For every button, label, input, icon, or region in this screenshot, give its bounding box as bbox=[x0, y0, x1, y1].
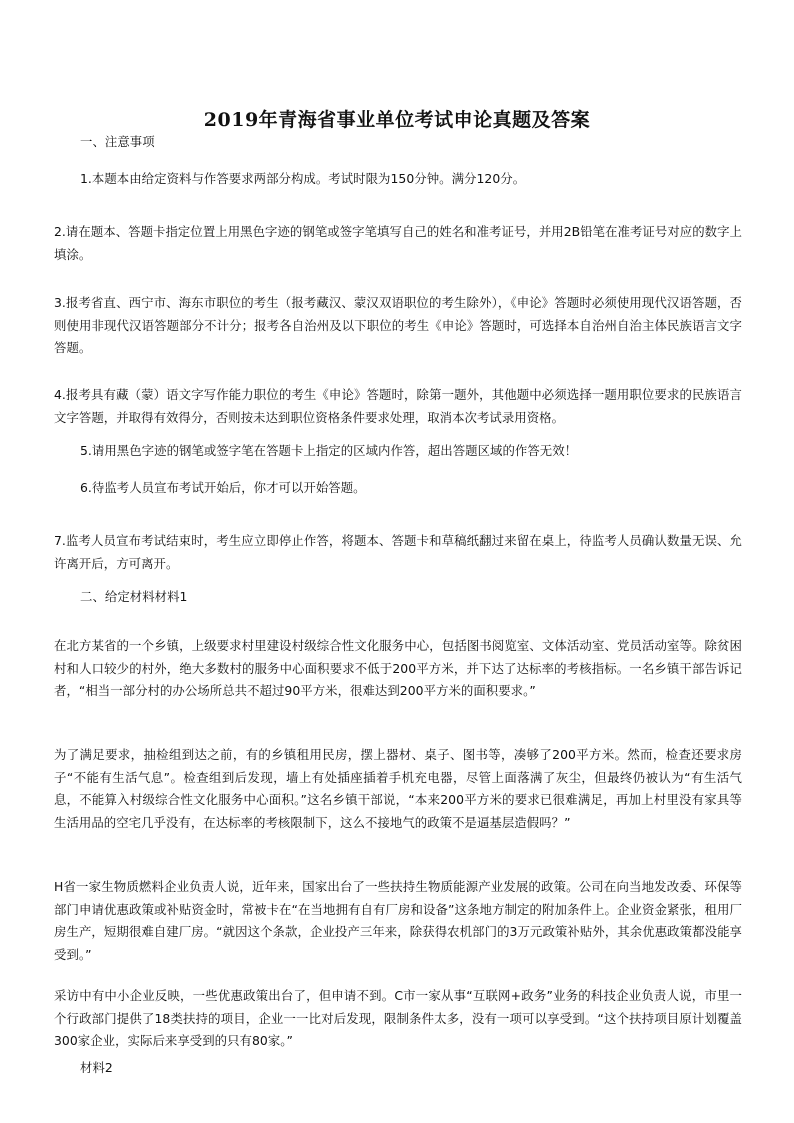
section-heading-notes: 一、注意事项 bbox=[80, 134, 155, 149]
document-title: 2019年青海省事业单位考试申论真题及答案 bbox=[203, 109, 591, 131]
paragraph: 4.报考具有藏（蒙）语文字写作能力职位的考生《申论》答题时，除第一题外，其他题中必须选择一题用职位要求的民族语言文字答题，并取得有效得分，否则按未达到职位资格条件要求处理，取消本次考试录用资格。 bbox=[54, 387, 742, 425]
paragraph: 在北方某省的一个乡镇，上级要求村里建设村级综合性文化服务中心，包括图书阅览室、文体活动室、党员活动室等。除贫困村和人口较少的村外，绝大多数村的服务中心面积要求不低于200平方米，并下达了达标率的考核指标。一名乡镇干部告诉记者，“相当一部分村的办公场所总共不超过90平方米，很难达到200平方米的面积要求。” bbox=[54, 638, 742, 698]
paragraph: 3.报考省直、西宁市、海东市职位的考生（报考藏汉、蒙汉双语职位的考生除外），《申论》答题时必须使用现代汉语答题，否则使用非现代汉语答题部分不计分；报考各自治州及以下职位的考生《申论》答题时，可选择本自治州自治主体民族语言文字答题。 bbox=[54, 295, 742, 355]
paragraph: 采访中有中小企业反映，一些优惠政策出台了，但申请不到。C市一家从事“互联网+政务”业务的科技企业负责人说，市里一个行政部门提供了18类扶持的项目，企业一一比对后发现，限制条件太多，没有一项可以享受到。“这个扶持项目原计划覆盖300家企业，实际后来享受到的只有80家。” bbox=[54, 988, 742, 1048]
section-heading-material-2: 材料2 bbox=[80, 1060, 113, 1075]
paragraph: 为了满足要求，抽检组到达之前，有的乡镇租用民房，摆上器材、桌子、图书等，凑够了200平方米。然而，检查还要求房子“不能有生活气息”。检查组到后发现，墙上有处插座插着手机充电器，尽管上面落满了灰尘，但最终仍被认为“有生活气息，不能算入村级综合性文化服务中心面积。”这名乡镇干部说，“本来200平方米的要求已很难满足，再加上村里没有家具等生活用品的空宅几乎没有，在达标率的考核限制下，这么不接地气的政策不是逼基层造假吗？” bbox=[54, 747, 742, 830]
paragraph: H省一家生物质燃料企业负责人说，近年来，国家出台了一些扶持生物质能源产业发展的政策。公司在向当地发改委、环保等部门申请优惠政策或补贴资金时，常被卡在“在当地拥有自有厂房和设备”这条地方制定的附加条件上。企业资金紧张，租用厂房生产，短期很难自建厂房。“就因这个条款，企业投产三年来，除获得农机部门的3万元政策补贴外，其余优惠政策都没能享受到。” bbox=[54, 879, 742, 962]
paragraph: 1.本题本由给定资料与作答要求两部分构成。考试时限为150分钟。满分120分。 bbox=[80, 171, 526, 186]
paragraph: 2.请在题本、答题卡指定位置上用黑色字迹的钢笔或签字笔填写自己的姓名和准考证号，并用2B铅笔在准考证号对应的数字上填涂。 bbox=[54, 224, 742, 262]
section-heading-materials: 二、给定材料材料1 bbox=[80, 589, 188, 604]
paragraph: 6.待监考人员宣布考试开始后，你才可以开始答题。 bbox=[80, 480, 366, 495]
paragraph: 7.监考人员宣布考试结束时，考生应立即停止作答，将题本、答题卡和草稿纸翻过来留在桌上，待监考人员确认数量无误、允许离开后，方可离开。 bbox=[54, 533, 742, 571]
paragraph: 5.请用黑色字迹的钢笔或签字笔在答题卡上指定的区域内作答，超出答题区域的作答无效！ bbox=[80, 443, 578, 458]
